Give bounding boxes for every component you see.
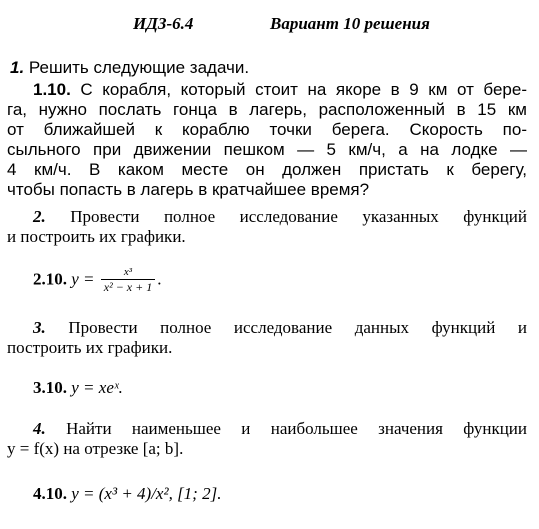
task4-problem-number: 4.10. [33,484,67,503]
document-title: ИДЗ-6.4 [133,14,194,33]
task3-formula-text: y = xeˣ. [71,378,123,397]
task1-line-1-text: С корабля, который стоит на якоре в 9 км от бере- [80,80,527,99]
task4-line-1-text: Найти наименьшее и наибольшее значения функции [66,419,528,438]
task2-number: 2. [33,207,46,226]
task1-line-1 [33,80,527,100]
task2-formula [33,266,161,295]
task1-number: 1. [10,58,25,77]
task3-formula [33,378,123,398]
task2-fraction [101,266,155,295]
task1-line-4: сыльного при движении пешком — 5 км/ч, а на лодке — [7,140,527,159]
task4-line-2: y = f(x) на отрезке [a; b]. [7,439,184,458]
task3-problem-number: 3.10. [33,378,67,397]
task4-number: 4. [33,419,46,438]
task3-number: 3. [33,318,46,337]
task2-denominator: x² − x + 1 [103,280,153,294]
task2-tail: . [157,269,162,289]
task2-line-1 [33,207,527,227]
task1-problem-number: 1.10. [33,80,71,99]
task3-line-1 [33,318,527,338]
task2-lhs: y = [71,269,95,289]
variant-label: Вариант 10 решения [270,14,430,33]
task4-formula-text: y = (x³ + 4)/x², [1; 2]. [71,484,222,503]
task2-line-2: и построить их графики. [7,227,186,246]
task2-numerator: x³ [101,266,155,280]
task2-problem-number: 2.10. [33,269,67,289]
task4-formula [33,484,221,504]
task2-line-1-text: Провести полное исследование указанных функций [70,207,527,226]
task1-line-6: чтобы попасть в лагерь в кратчайшее время? [7,180,370,199]
task3-line-2: построить их графики. [7,338,173,357]
task1-heading [10,58,249,78]
task1-heading-text: Решить следующие задачи. [28,58,250,77]
task1-line-2: га, нужно послать гонца в лагерь, расположенный в 15 км [7,100,527,119]
task4-line-1 [33,419,527,439]
task1-line-5: 4 км/ч. В каком месте он должен пристать к берегу, [7,160,527,179]
task3-line-1-text: Провести полное исследование данных функций и [68,318,528,337]
task1-line-3: от ближайшей к кораблю точки берега. Скорость по- [7,120,527,139]
